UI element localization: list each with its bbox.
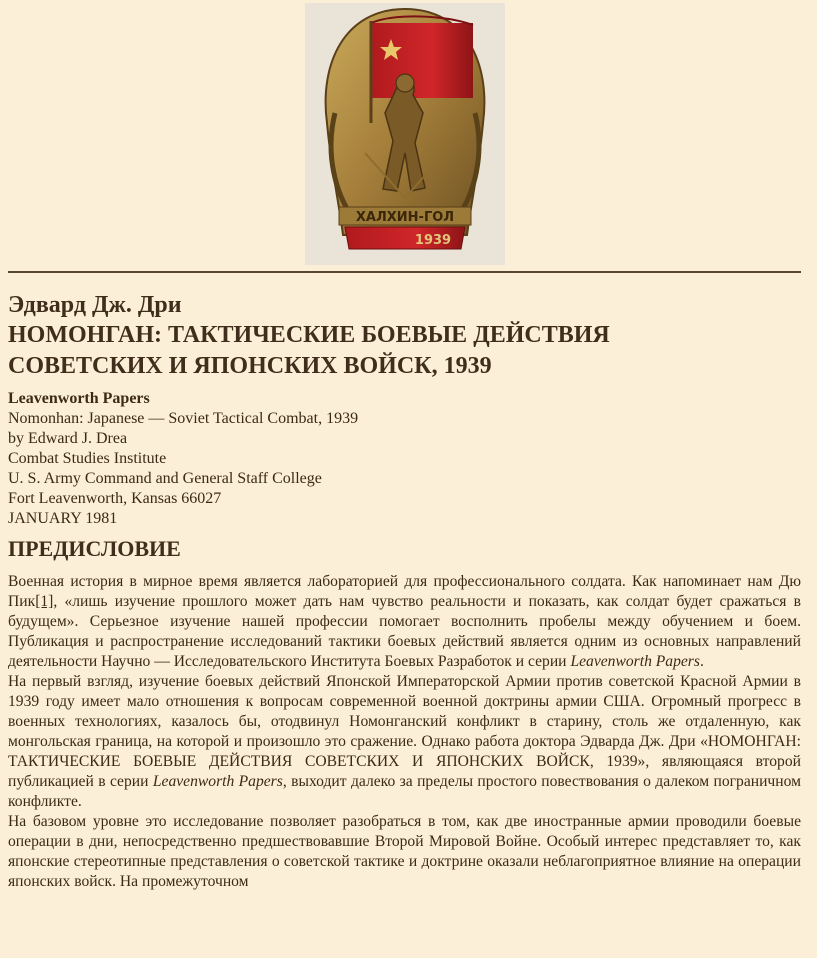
badge-image xyxy=(305,3,505,265)
book-title-line-2: СОВЕТСКИХ И ЯПОНСКИХ ВОЙСК, 1939 xyxy=(8,353,492,379)
series-name: Leavenworth Papers xyxy=(8,390,150,407)
footnote-link[interactable]: [1] xyxy=(35,593,54,610)
publication-date: JANUARY 1981 xyxy=(8,510,118,527)
publication-info xyxy=(8,389,358,529)
khalkhin-gol-badge-picture xyxy=(305,3,505,265)
publisher-location: Fort Leavenworth, Kansas 66027 xyxy=(8,490,222,507)
institute-name: Combat Studies Institute xyxy=(8,450,167,467)
badge-ribbon-text: 1939 xyxy=(414,233,452,248)
paragraph-text: . xyxy=(699,653,704,670)
college-name: U. S. Army Command and General Staff College xyxy=(8,470,322,487)
paragraph-text: , «лишь изучение прошлого может дать нам чувство реальности и показать, как солдат будет сражаться в будущем». Серьезное изучение нашей профессии помогает восполнить пробелы между обучением и боем. Публикация и распространение исследований тактики боевых действий является одним из основных направлений деятельности Научно — Исследовательского Института Боевых Разработок и серии xyxy=(8,593,801,670)
book-title-line-1: НОМОНГАН: ТАКТИЧЕСКИЕ БОЕВЫЕ ДЕЙСТВИЯ xyxy=(8,322,610,348)
section-heading-foreword: ПРЕДИСЛОВИЕ xyxy=(8,536,181,561)
paragraph xyxy=(8,672,801,812)
book-title xyxy=(8,320,808,382)
paragraph xyxy=(8,572,801,672)
paragraph-text: На первый взгляд, изучение боевых действий Японской Императорской Армии против советской Красной Армии в 1939 году имеет мало отношения к вопросам современной военной доктрины армии США. Огромный прогресс в военных технологиях, казалось бы, отодвинул Номонганский конфликт в старину, столь же отдаленную, как монгольская граница, на которой и произошло это сражение. Однако работа доктора Эдварда Дж. Дри «НОМОНГАН: ТАКТИЧЕСКИЕ БОЕВЫЕ ДЕЙСТВИЯ СОВЕТСКИХ И ЯПОНСКИХ ВОЙСК, 1939», являющаяся второй публикацией в серии xyxy=(8,673,801,790)
paragraph-text: , выходит далеко за пределы простого повествования о далеком пограничном конфликте. xyxy=(8,773,801,810)
paragraph-text: Военная история в мирное время является лабораторией для профессионального солдата. Как напоминает нам Дю Пик xyxy=(8,573,801,610)
author-name: Эдвард Дж. Дри xyxy=(8,292,182,318)
series-italic: Leavenworth Papers xyxy=(570,653,700,670)
horizontal-divider xyxy=(8,271,801,273)
series-italic: Leavenworth Papers xyxy=(152,773,283,790)
original-author: by Edward J. Drea xyxy=(8,430,128,447)
original-title: Nomonhan: Japanese — Soviet Tactical Combat, 1939 xyxy=(8,410,359,427)
badge-banner-text: ХАЛХИН-ГОЛ xyxy=(355,210,455,225)
paragraph-text: На базовом уровне это исследование позволяет разобраться в том, как две иностранные армии проводили боевые операции в дни, непосредственно предшествовавшие Второй Мировой Войне. Особый интерес представляет то, как японские стереотипные представления о советской тактике и доктрине оказали неблагоприятное влияние на операции японских войск. На промежуточном xyxy=(8,813,801,890)
paragraph xyxy=(8,812,801,892)
foreword-body xyxy=(8,572,801,892)
